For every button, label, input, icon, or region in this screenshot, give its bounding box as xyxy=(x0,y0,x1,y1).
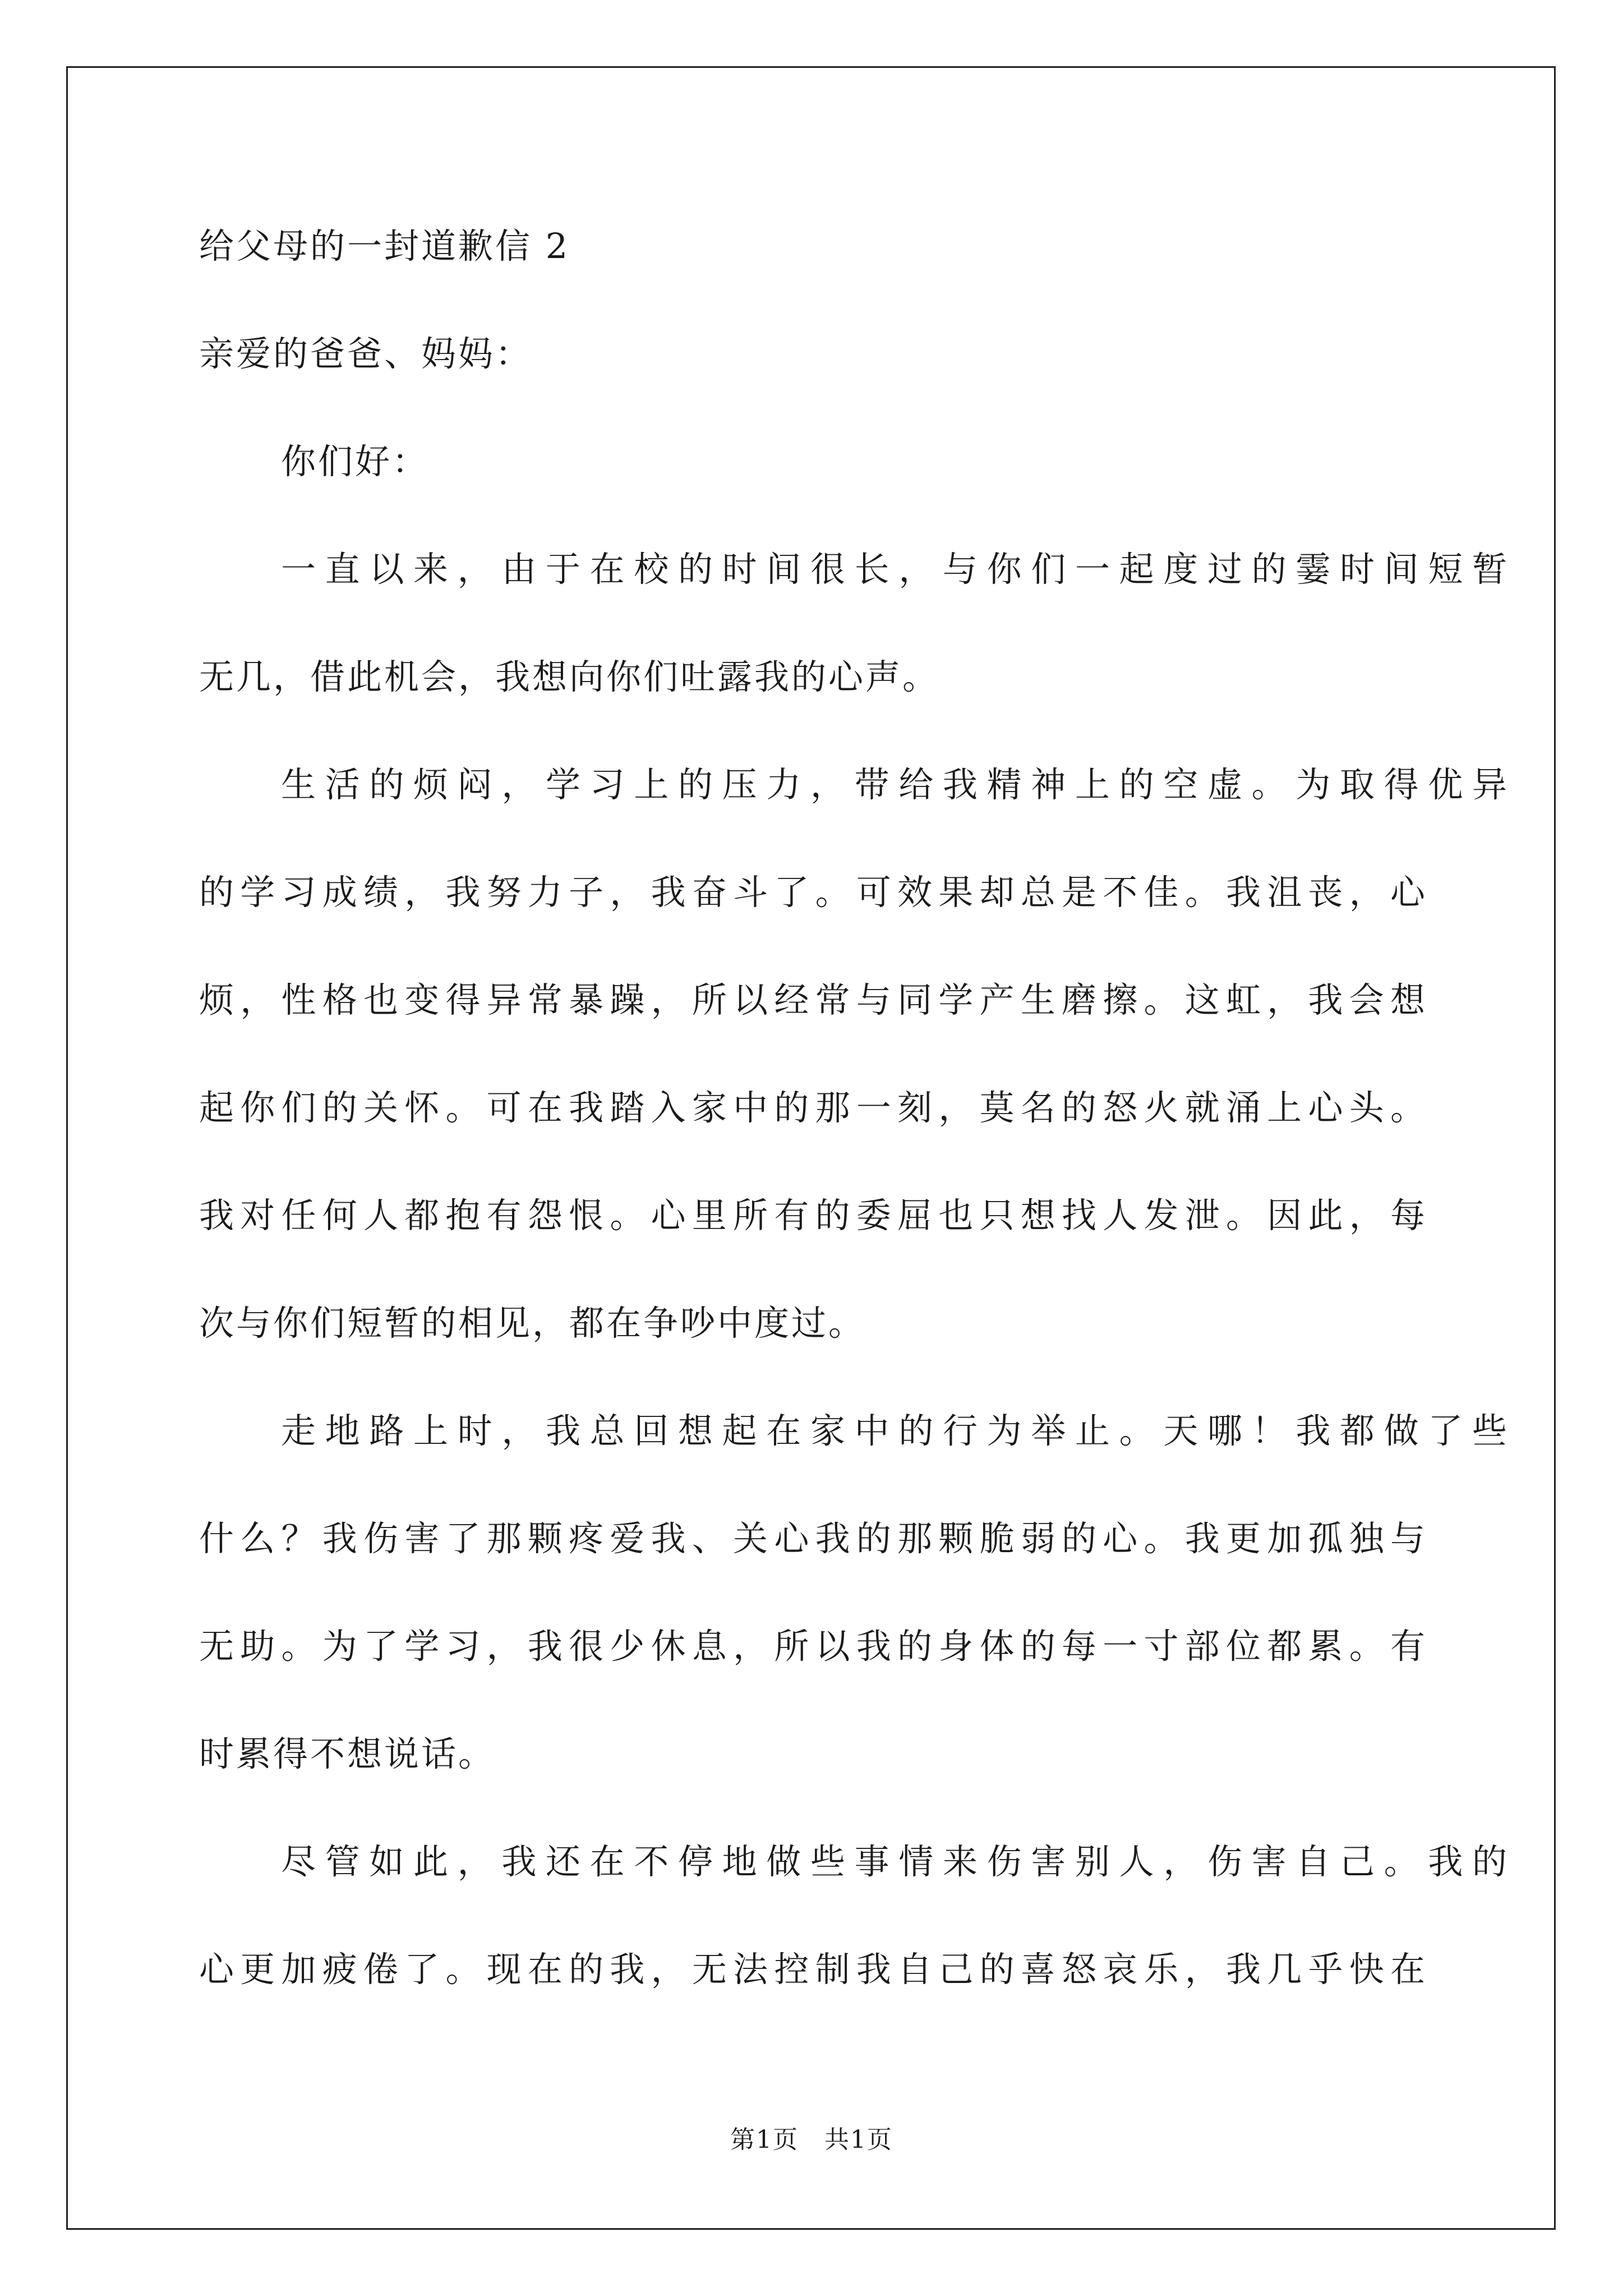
salutation: 亲爱的爸爸、妈妈： xyxy=(199,333,533,374)
document-body xyxy=(199,216,1509,2047)
paragraph-4 xyxy=(199,1832,1509,2000)
paragraph-line: 时累得不想说话。 xyxy=(199,1733,496,1774)
paragraph-line: 无助。为了学习，我很少休息，所以我的身体的每一寸部位都累。有 xyxy=(199,1626,1427,1667)
paragraph-3 xyxy=(199,1401,1509,1784)
paragraph-line: 烦，性格也变得异常暴躁，所以经常与同学产生磨擦。这虹，我会想 xyxy=(199,979,1427,1020)
paragraph-line: 我对任何人都抱有怨恨。心里所有的委屈也只想找人发泄。因此，每 xyxy=(199,1195,1427,1236)
paragraph-2 xyxy=(199,754,1509,1354)
paragraph-line: 一直以来，由于在校的时间很长，与你们一起度过的霎时间短暂 xyxy=(281,549,1509,590)
paragraph-line: 次与你们短暂的相见，都在争吵中度过。 xyxy=(199,1303,866,1343)
paragraph-line: 走地路上时，我总回想起在家中的行为举止。天哪！我都做了些 xyxy=(281,1410,1509,1451)
paragraph-line: 什么？我伤害了那颗疼爱我、关心我的那颗脆弱的心。我更加孤独与 xyxy=(199,1518,1427,1559)
paragraph-line: 的学习成绩，我努力子，我奋斗了。可效果却总是不佳。我沮丧，心 xyxy=(199,872,1427,913)
paragraph-line: 生活的烦闷，学习上的压力，带给我精神上的空虚。为取得优异 xyxy=(281,764,1509,805)
page-footer: 第1页 共1页 xyxy=(730,2125,893,2154)
paragraph-line: 起你们的关怀。可在我踏入家中的那一刻，莫名的怒火就涌上心头。 xyxy=(199,1087,1427,1128)
paragraph-line: 无几，借此机会，我想向你们吐露我的心声。 xyxy=(199,656,940,697)
paragraph-line: 心更加疲倦了。现在的我，无法控制我自己的喜怒哀乐，我几乎快在 xyxy=(199,1949,1427,1990)
document-title: 给父母的一封道歉信 2 xyxy=(199,226,570,266)
paragraph-1 xyxy=(199,539,1509,707)
greeting: 你们好： xyxy=(281,441,430,482)
paragraph-line: 尽管如此，我还在不停地做些事情来伤害别人，伤害自己。我的 xyxy=(281,1841,1509,1882)
